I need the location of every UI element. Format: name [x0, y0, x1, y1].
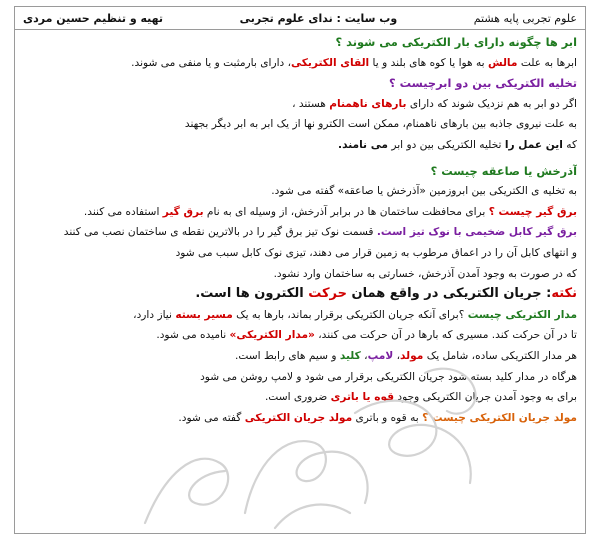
answer-cloud-discharge-1: اگر دو ابر به هم نزدیک شوند که دارای بارهای ناهمنام هستند ،	[292, 97, 577, 110]
answer-lightning-rod-1: برق گیر چیست ؟ برای محافظت ساختمان ها در برابر آذرخش، از وسیله ای به نام برق گیر استفاده می کنند.	[83, 205, 577, 218]
header-course-title: علوم تجربی پایه هشتم	[473, 11, 577, 25]
question-lightning: آذرخش یا صاعقه چیست ؟	[430, 163, 577, 178]
answer-lightning: به تخلیه ی الکتریکی بین ابروزمین «آذرخش یا صاعقه» گفته می شود.	[271, 185, 577, 198]
note-electric-current: نکته: جریان الکتریکی در واقع همان حرکت الکترون ها است.	[195, 286, 577, 302]
answer-circuit-4: هرگاه در مدار کلید بسته شود جریان الکتریکی برقرار می شود و لامپ روشن می شود	[200, 370, 577, 383]
answer-lightning-rod-3: و انتهای کابل آن را در اعماق مرطوب به زمین قرار می دهند، تیزی نوک کابل سبب می شود	[175, 246, 577, 259]
page-content	[15, 30, 585, 428]
header-author: تهیه و تنظیم حسین مردی	[23, 11, 164, 25]
header-website: وب سایت : ندای علوم تجربی	[239, 11, 398, 25]
answer-circuit-1: مدار الکتریکی چیست ؟برای آنکه جریان الکتریکی برقرار بماند، بارها به یک مسیر بسته نیاز دارد،	[133, 308, 577, 321]
answer-cloud-charge: ابرها به علت مالش به هوا یا کوه های بلند و یا القای الکتریکی، دارای بارمثبت و یا منفی می شوند.	[131, 56, 577, 69]
answer-generator: مولد جریان الکتریکی چیست ؟ به قوه و باتری مولد جریان الکتریکی گفته می شود.	[178, 411, 577, 424]
question-cloud-discharge: تخلیه الکتریکی بین دو ابرچیست ؟	[389, 76, 577, 91]
answer-cloud-discharge-3: که این عمل را تخلیه الکتریکی بین دو ابر می نامند.	[338, 138, 577, 151]
answer-circuit-2: تا در آن حرکت کند. مسیری که بارها در آن حرکت می کنند، «مدار الکتریکی» نامیده می شود.	[156, 329, 577, 342]
answer-cloud-discharge-2: به علت نیروی جاذبه بین بارهای ناهمنام، ممکن است الکترو نها از یک ابر به ابر دیگر بجهند	[184, 118, 577, 131]
question-cloud-charge: ابر ها چگونه دارای بار الکتریکی می شوند ؟	[335, 35, 577, 49]
answer-circuit-5: برای به وجود آمدن جریان الکتریکی وجود قوه یا باتری ضروری است.	[264, 391, 577, 404]
answer-circuit-3: هر مدار الکتریکی ساده، شامل یک مولد، لامپ، کلید و سیم های رابط است.	[234, 349, 577, 362]
answer-lightning-rod-2: برق گیر کابل ضخیمی با نوک تیز است. قسمت نوک تیز برق گیر را در بالاترین نقطه ی ساختمان نصب می کنند	[63, 226, 577, 239]
answer-lightning-rod-4: که در صورت به وجود آمدن آذرخش، خسارتی به ساختمان وارد نشود.	[273, 267, 577, 280]
page-header	[15, 7, 585, 30]
worksheet-page	[14, 6, 586, 534]
